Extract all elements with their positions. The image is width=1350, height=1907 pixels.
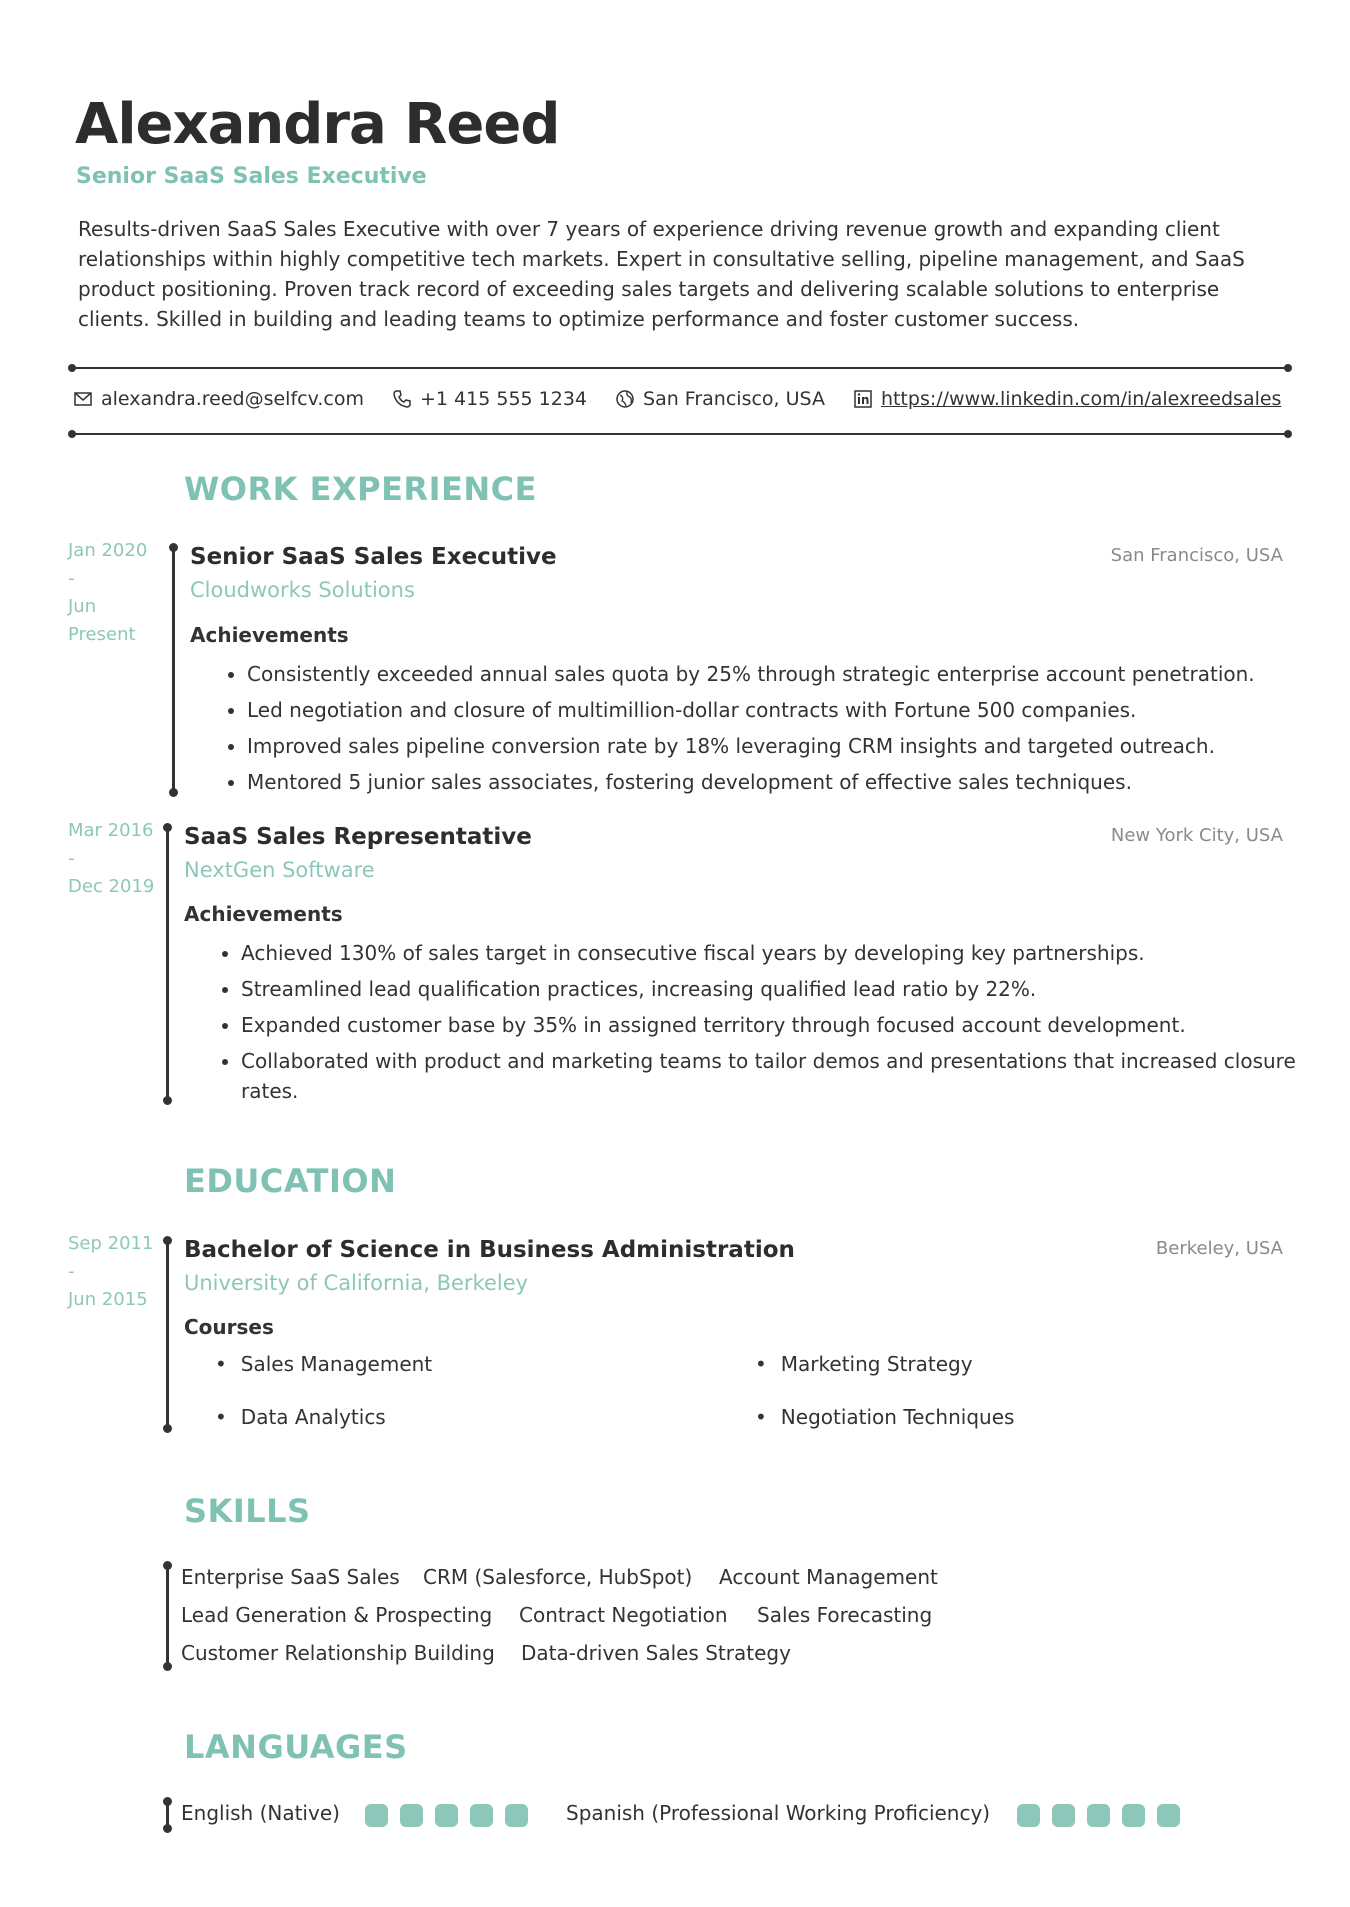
list-item: • Expanded customer base by 35% in assigned territory through focused account development. [241,1010,1301,1040]
list-item: • Collaborated with product and marketing teams to tailor demos and presentations that increased closure rates. [241,1046,1301,1106]
list-item: • Improved sales pipeline conversion rate by 18% leveraging CRM insights and targeted outreach. [247,731,1337,761]
contact-bar [73,388,1309,410]
job-1-company: Cloudworks Solutions [190,578,415,602]
course-item: • Sales Management [241,1352,432,1376]
level-dot [400,1804,423,1827]
job-1-date-start: Jan 2020 [68,540,148,561]
globe-icon [615,389,635,409]
language-spanish-level [1017,1804,1180,1827]
job-1-dates [68,537,147,649]
education-timeline [166,1239,169,1430]
language-english-level [365,1804,528,1827]
language-spanish: Spanish (Professional Working Proficiency) [566,1801,991,1825]
level-dot [470,1804,493,1827]
list-item: • Achieved 130% of sales target in consecutive fiscal years by developing key partnerships. [241,938,1301,968]
list-item: • Streamlined lead qualification practices, increasing qualified lead ratio by 22%. [241,974,1301,1004]
contact-location [615,388,825,410]
contact-phone[interactable] [392,388,587,410]
divider-top [70,367,1290,369]
job-1-location: San Francisco, USA [1110,545,1283,566]
job-2-location: New York City, USA [1110,825,1283,846]
education-date-start: Sep 2011 [68,1233,154,1254]
skill-item: Enterprise SaaS Sales [181,1565,400,1589]
skill-item: Data-driven Sales Strategy [521,1641,791,1665]
education-courses-heading: Courses [184,1315,274,1339]
candidate-title: Senior SaaS Sales Executive [76,164,427,189]
course-item: • Data Analytics [241,1405,386,1429]
job-1-achievements-heading: Achievements [190,623,349,647]
education-date-sep: - [68,1261,75,1282]
level-dot [1157,1804,1180,1827]
level-dot [1052,1804,1075,1827]
skill-item: Sales Forecasting [757,1603,933,1627]
skill-item: CRM (Salesforce, HubSpot) [423,1565,693,1589]
list-item: • Led negotiation and closure of multimillion-dollar contracts with Fortune 500 companies. [247,695,1337,725]
skills-timeline [166,1564,169,1668]
job-1-date-end-2: Present [68,624,136,645]
contact-phone-text: +1 415 555 1234 [420,388,588,410]
languages-section-title: LANGUAGES [184,1728,408,1766]
job-2-achievements [181,938,1301,1112]
candidate-name: Alexandra Reed [75,92,560,157]
contact-linkedin[interactable] [853,388,1282,410]
job-1-title: Senior SaaS Sales Executive [190,544,557,570]
envelope-icon [73,389,93,409]
profile-summary: Results-driven SaaS Sales Executive with over 7 years of experience driving revenue growth and expanding client relationships within highly competitive tech markets. Expert in consultative selling, pipeline management, and SaaS product positioning. Proven track record of exceeding sales targets and delivering scalable solutions to enterprise clients. Skilled in building and leading teams to optimize performance and foster customer success. [78,217,1245,331]
contact-email-text: alexandra.reed@selfcv.com [101,388,364,410]
phone-icon [392,389,412,409]
skill-item: Contract Negotiation [519,1603,728,1627]
job-2-date-end: Dec 2019 [68,876,155,897]
contact-location-text: San Francisco, USA [643,388,825,410]
education-date-end: Jun 2015 [68,1289,148,1310]
job-2-title: SaaS Sales Representative [184,824,532,850]
level-dot [1087,1804,1110,1827]
level-dot [435,1804,458,1827]
work-section-title: WORK EXPERIENCE [184,470,537,508]
job-2-company: NextGen Software [184,858,375,882]
linkedin-link[interactable]: https://www.linkedin.com/in/alexreedsales [880,388,1282,410]
education-location: Berkeley, USA [1155,1238,1283,1259]
course-item: • Marketing Strategy [781,1352,973,1376]
job-2-achievements-heading: Achievements [184,902,343,926]
skill-item: Lead Generation & Prospecting [181,1603,493,1627]
level-dot [1017,1804,1040,1827]
level-dot [365,1804,388,1827]
education-section-title: EDUCATION [184,1162,397,1200]
skill-item: Customer Relationship Building [181,1641,495,1665]
list-item: • Mentored 5 junior sales associates, fostering development of effective sales techniques. [247,767,1337,797]
job-1-timeline [172,546,175,794]
job-2-date-start: Mar 2016 [68,820,154,841]
skill-item: Account Management [719,1565,938,1589]
job-1-achievements [187,659,1337,803]
divider-bottom [70,433,1290,435]
job-1-date-sep: - [68,568,75,589]
job-2-timeline [166,826,169,1102]
education-school: University of California, Berkeley [184,1271,529,1295]
course-item: • Negotiation Techniques [781,1405,1014,1429]
education-dates [68,1230,153,1314]
job-1-date-end-1: Jun [68,596,97,617]
job-2-dates [68,817,154,901]
linkedin-icon [853,389,873,409]
language-english: English (Native) [181,1801,340,1825]
level-dot [1122,1804,1145,1827]
contact-email[interactable] [73,388,364,410]
skills-section-title: SKILLS [184,1492,311,1530]
languages-timeline [166,1800,169,1830]
education-degree: Bachelor of Science in Business Administration [184,1237,795,1263]
job-2-date-sep: - [68,848,75,869]
level-dot [505,1804,528,1827]
list-item: • Consistently exceeded annual sales quota by 25% through strategic enterprise account penetration. [247,659,1337,689]
